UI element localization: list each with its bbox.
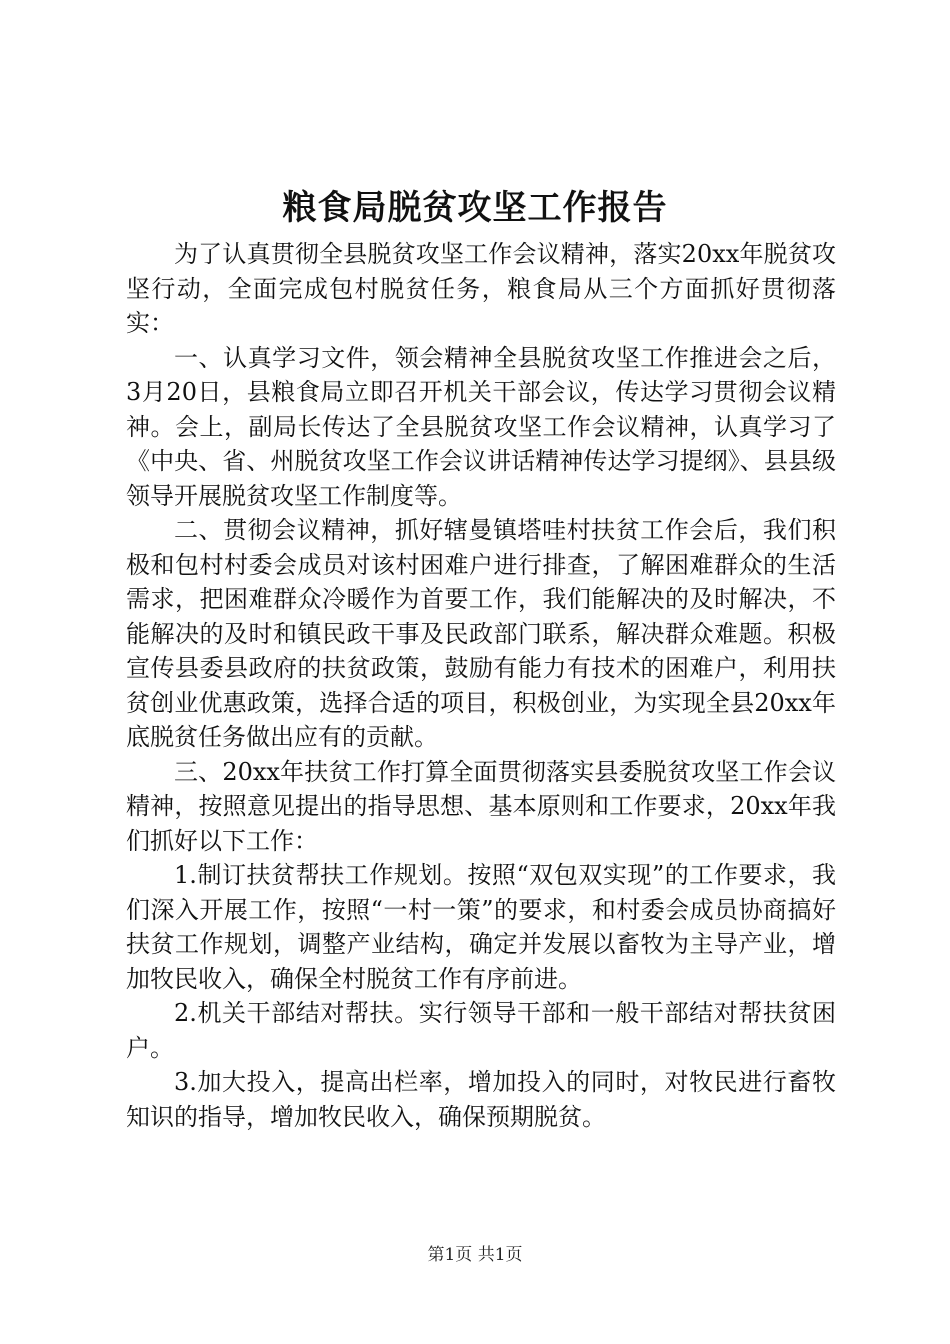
paragraph-item-3: 3.加大投入，提高出栏率，增加投入的同时，对牧民进行畜牧知识的指导，增加牧民收入，确保预期脱贫。: [126, 1068, 836, 1131]
document-title: 粮食局脱贫攻坚工作报告: [282, 188, 668, 228]
page-footer: 第1页 共1页: [427, 1245, 523, 1265]
paragraph-item-2: 2.机关干部结对帮扶。实行领导干部和一般干部结对帮扶贫困户。: [126, 999, 836, 1062]
paragraph-intro: 为了认真贯彻全县脱贫攻坚工作会议精神，落实20xx年脱贫攻坚行动，全面完成包村脱贫任务，粮食局从三个方面抓好贯彻落实：: [126, 240, 836, 337]
paragraph-section-3: 三、20xx年扶贫工作打算全面贯彻落实县委脱贫攻坚工作会议精神，按照意见提出的指导思想、基本原则和工作要求，20xx年我们抓好以下工作：: [126, 757, 836, 855]
paragraph-section-1: 一、认真学习文件，领会精神全县脱贫攻坚工作推进会之后，3月20日，县粮食局立即召开机关干部会议，传达学习贯彻会议精神。会上，副局长传达了全县脱贫攻坚工作会议精神，认真学习了《中央、省、州脱贫攻坚工作会议讲话精神传达学习提纲》、县县级领导开展脱贫攻坚工作制度等。: [126, 343, 836, 510]
paragraph-section-2: 二、贯彻会议精神，抓好辖曼镇塔哇村扶贫工作会后，我们积极和包村村委会成员对该村困难户进行排查，了解困难群众的生活需求，把困难群众冷暖作为首要工作，我们能解决的及时解决，不能解决的及时和镇民政干事及民政部门联系，解决群众难题。积极宣传县委县政府的扶贫政策，鼓励有能力有技术的困难户，利用扶贫创业优惠政策，选择合适的项目，积极创业，为实现全县20xx年底脱贫任务做出应有的贡献。: [126, 516, 836, 751]
document-body: [126, 237, 836, 1134]
paragraph-item-1: 1.制订扶贫帮扶工作规划。按照“双包双实现”的工作要求，我们深入开展工作，按照“一村一策”的要求，和村委会成员协商搞好扶贫工作规划，调整产业结构，确定并发展以畜牧为主导产业，增加牧民收入，确保全村脱贫工作有序前进。: [126, 861, 836, 993]
